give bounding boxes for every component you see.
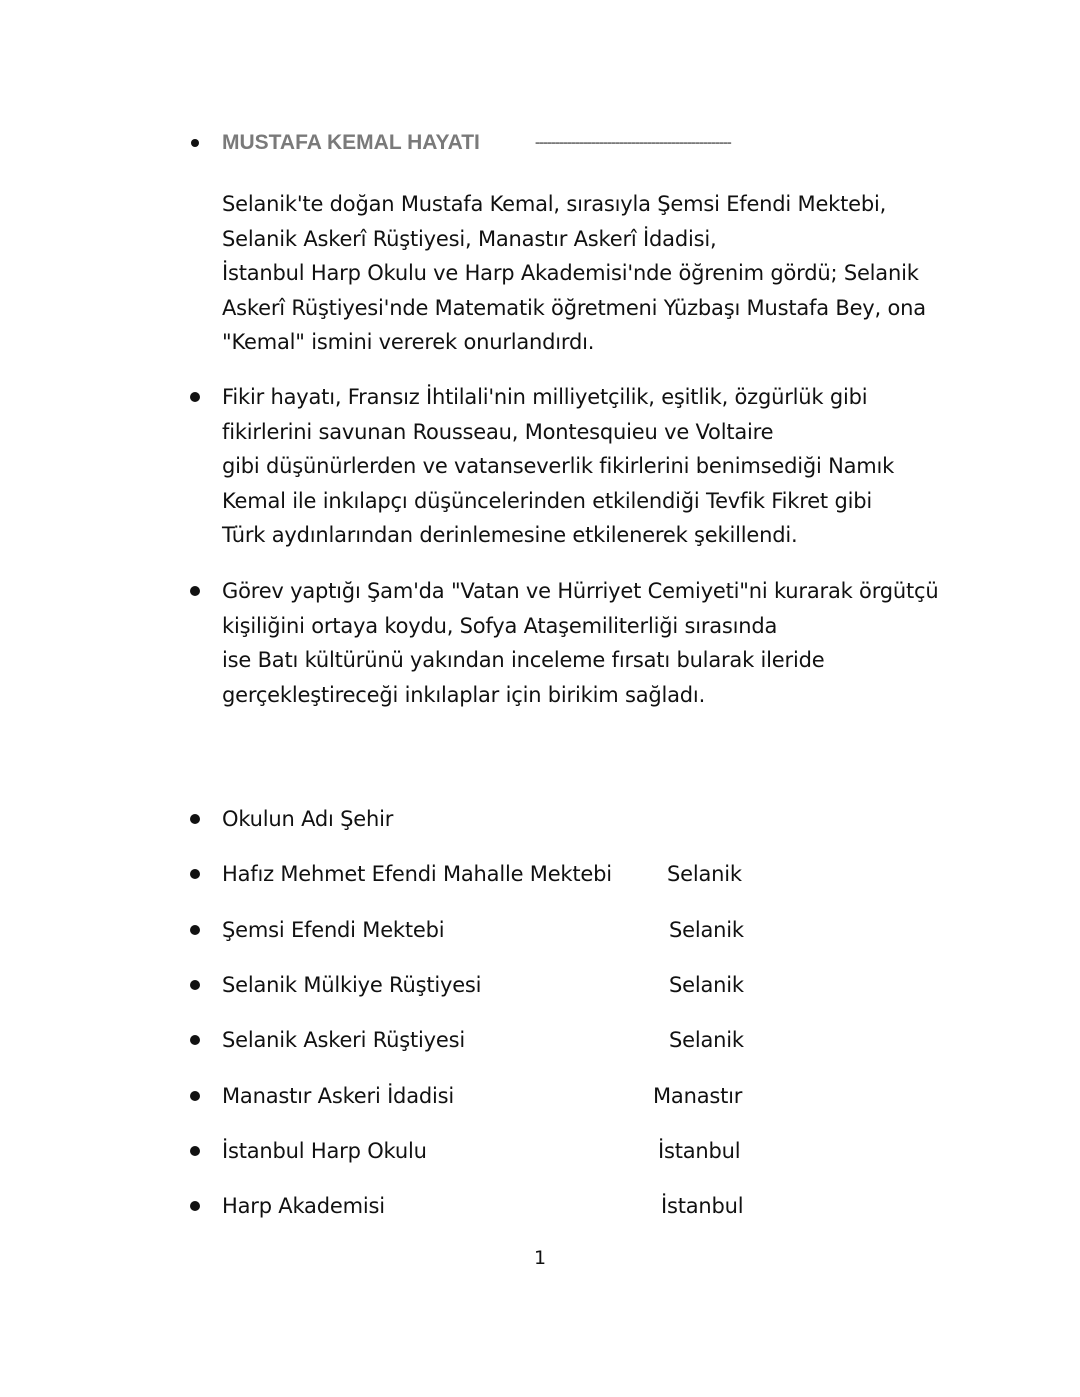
paragraph-ideas [222,380,942,553]
school-city: Manastır [653,1084,743,1108]
paragraph-line: Kemal ile inkılapçı düşüncelerinden etkilendiği Tevfik Fikret gibi [222,488,872,513]
bullet-icon [190,814,200,824]
bullet-icon [191,139,199,147]
school-city: Selanik [669,918,744,942]
school-name: Hafız Mehmet Efendi Mahalle Mektebi [222,862,612,886]
school-name: Manastır Askeri İdadisi [222,1084,454,1108]
bullet-icon [190,980,200,990]
paragraph-line: kişiliğini ortaya koydu, Sofya Ataşemiliterliği sırasında [222,613,778,638]
paragraph-line: Görev yaptığı Şam'da "Vatan ve Hürriyet Cemiyeti"ni kurarak örgütçü [222,579,939,603]
school-name: Şemsi Efendi Mektebi [222,918,445,942]
title-dash-rule: ------------------------------------------------- [535,134,731,151]
bullet-icon [190,1035,200,1045]
paragraph-line: ise Batı kültürünü yakından inceleme fırsatı bularak ileride [222,648,825,672]
bullet-icon [190,1091,200,1101]
bullet-icon [190,1146,200,1156]
paragraph-line: İstanbul Harp Okulu ve Harp Akademisi'nde öğrenim gördü; Selanik [222,261,919,285]
bullet-icon [190,586,200,596]
school-city: Selanik [667,862,742,886]
paragraph-service [222,574,942,712]
paragraph-line: "Kemal" ismini vererek onurlandırdı. [222,330,595,354]
school-city: Selanik [669,1028,744,1052]
paragraph-line: Fikir hayatı, Fransız İhtilali'nin milliyetçilik, eşitlik, özgürlük gibi [222,385,868,409]
school-city: İstanbul [661,1194,744,1218]
paragraph-line: fikirlerini savunan Rousseau, Montesquieu ve Voltaire [222,419,774,444]
bullet-icon [190,925,200,935]
paragraph-line: Askerî Rüştiyesi'nde Matematik öğretmeni Yüzbaşı Mustafa Bey, ona [222,295,926,320]
paragraph-line: gerçekleştireceği inkılaplar için birikim sağladı. [222,682,706,707]
bullet-icon [190,392,200,402]
paragraph-line: Selanik Askerî Rüştiyesi, Manastır Askerî İdadisi, [222,226,717,251]
paragraph-line: Türk aydınlarından derinlemesine etkilenerek şekillendi. [222,523,798,547]
school-city: İstanbul [658,1139,741,1163]
page-title: MUSTAFA KEMAL HAYATI [222,131,480,154]
schools-list-header: Okulun Adı Şehir [222,807,394,831]
school-name: Selanik Mülkiye Rüştiyesi [222,973,482,997]
paragraph-line: Selanik'te doğan Mustafa Kemal, sırasıyla Şemsi Efendi Mektebi, [222,192,887,216]
school-name: Selanik Askeri Rüştiyesi [222,1028,466,1052]
bullet-icon [190,869,200,879]
school-name: İstanbul Harp Okulu [222,1139,427,1163]
paragraph-line: gibi düşünürlerden ve vatanseverlik fikirlerini benimsediği Namık [222,454,895,478]
school-city: Selanik [669,973,744,997]
paragraph-biography [222,187,942,360]
page-number: 1 [533,1247,547,1269]
bullet-icon [190,1201,200,1211]
school-name: Harp Akademisi [222,1194,385,1218]
